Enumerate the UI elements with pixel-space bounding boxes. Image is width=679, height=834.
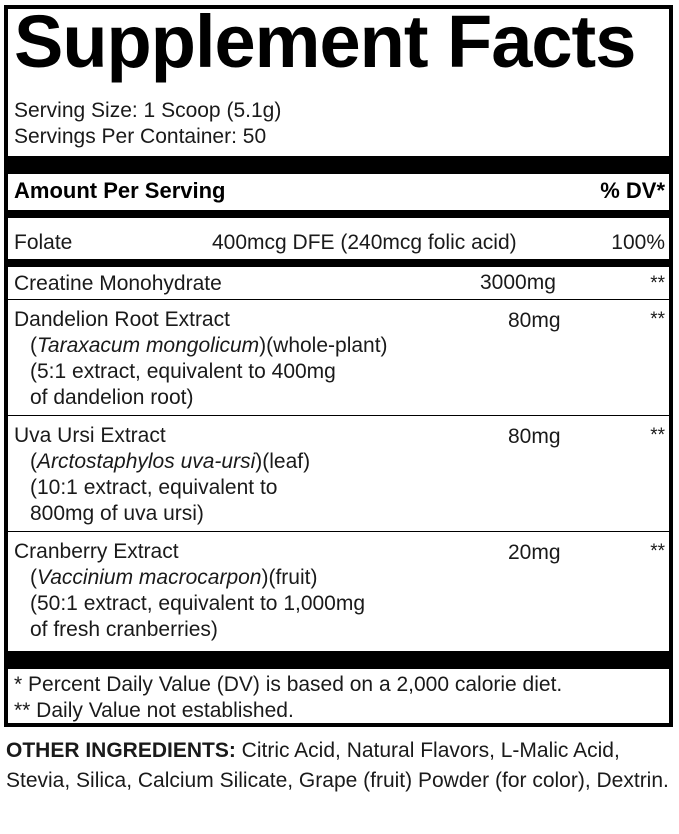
ingredient-detail: of fresh cranberries) xyxy=(30,618,218,641)
folate-dv: 100% xyxy=(611,231,665,254)
ingredient-detail: 800mg of uva ursi) xyxy=(30,502,204,525)
ingredient-amount: 80mg xyxy=(508,425,561,448)
row-divider xyxy=(8,299,669,300)
not-established-footnote: ** Daily Value not established. xyxy=(14,699,294,722)
supplement-facts-panel xyxy=(4,0,673,727)
ingredient-amount: 20mg xyxy=(508,541,561,564)
other-ingredients-label: OTHER INGREDIENTS: xyxy=(6,739,236,762)
plant-part: (leaf) xyxy=(262,450,311,473)
thick-divider xyxy=(8,651,669,669)
ingredient-dv: ** xyxy=(650,273,665,294)
ingredient-amount: 80mg xyxy=(508,309,561,332)
ingredient-name: Creatine Monohydrate xyxy=(14,272,222,295)
ingredient-source: (Taraxacum mongolicum)(whole-plant) xyxy=(30,334,388,357)
ingredient-amount: 3000mg xyxy=(480,271,556,294)
ingredient-detail: (10:1 extract, equivalent to xyxy=(30,476,278,499)
ingredient-detail: of dandelion root) xyxy=(30,386,194,409)
ingredient-detail: (5:1 extract, equivalent to 400mg xyxy=(30,360,336,383)
ingredient-source: (Arctostaphylos uva-ursi)(leaf) xyxy=(30,450,311,473)
latin-name: Arctostaphylos uva-ursi xyxy=(37,450,256,473)
ingredient-name: Dandelion Root Extract xyxy=(14,308,230,331)
thick-divider xyxy=(8,156,669,174)
folate-name: Folate xyxy=(14,231,73,254)
dv-header: % DV* xyxy=(600,178,665,203)
amount-per-serving-header: Amount Per Serving xyxy=(14,178,226,203)
ingredient-detail: (50:1 extract, equivalent to 1,000mg xyxy=(30,592,366,615)
ingredient-dv: ** xyxy=(650,425,665,446)
row-divider xyxy=(8,531,669,532)
ingredient-name: Uva Ursi Extract xyxy=(14,424,166,447)
ingredient-source: (Vaccinium macrocarpon)(fruit) xyxy=(30,566,318,589)
row-divider xyxy=(8,415,669,416)
servings-per-container: Servings Per Container: 50 xyxy=(14,125,267,148)
other-ingredients-text: Citric Acid, Natural Flavors, L-Malic Acid, Stevia, Silica, Calcium Silicate, Grape (fruit) Powder (for color), Dextrin. xyxy=(6,739,669,792)
latin-name: Taraxacum mongolicum xyxy=(37,334,260,357)
panel-title: Supplement Facts xyxy=(14,0,636,83)
other-ingredients xyxy=(6,736,674,796)
dv-footnote: * Percent Daily Value (DV) is based on a 2,000 calorie diet. xyxy=(14,673,563,696)
latin-name: Vaccinium macrocarpon xyxy=(37,566,262,589)
ingredient-dv: ** xyxy=(650,541,665,562)
plant-part: (fruit) xyxy=(268,566,318,589)
serving-size: Serving Size: 1 Scoop (5.1g) xyxy=(14,99,282,122)
medium-divider xyxy=(8,259,669,267)
ingredient-dv: ** xyxy=(650,309,665,330)
medium-divider xyxy=(8,210,669,218)
plant-part: (whole-plant) xyxy=(266,334,388,357)
ingredient-name: Cranberry Extract xyxy=(14,540,179,563)
folate-amount: 400mcg DFE (240mcg folic acid) xyxy=(212,231,517,254)
